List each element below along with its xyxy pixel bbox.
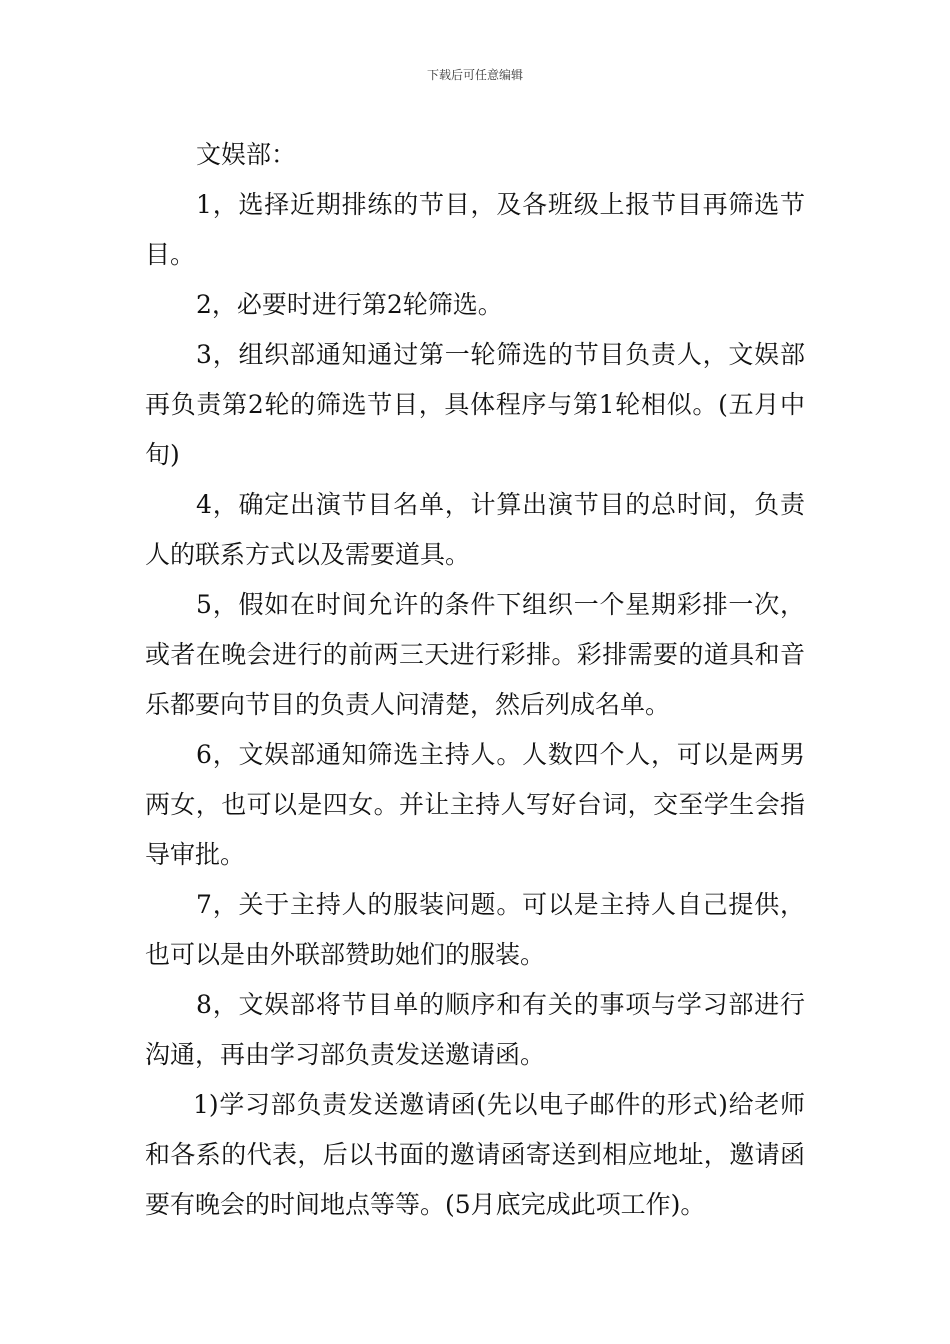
list-item-1: 1，选择近期排练的节目，及各班级上报节目再筛选节目。: [145, 190, 805, 269]
list-item-7: 7，关于主持人的服装问题。可以是主持人自己提供，也可以是由外联部赞助她们的服装。: [145, 890, 805, 969]
sub-item-1: 1)学习部负责发送邀请函(先以电子邮件的形式)给老师和各系的代表，后以书面的邀请函寄送到相应地址，邀请函要有晚会的时间地点等等。(5月底完成此项工作)。: [145, 1090, 805, 1219]
list-item-4: 4，确定出演节目名单，计算出演节目的总时间，负责人的联系方式以及需要道具。: [145, 490, 805, 569]
list-item-3: 3，组织部通知通过第一轮筛选的节目负责人，文娱部再负责第2轮的筛选节目，具体程序与第1轮相似。(五月中旬): [145, 340, 805, 469]
list-item-5: 5，假如在时间允许的条件下组织一个星期彩排一次，或者在晚会进行的前两三天进行彩排。彩排需要的道具和音乐都要向节目的负责人问清楚，然后列成名单。: [145, 590, 805, 719]
list-item-2: 2，必要时进行第2轮筛选。: [196, 290, 503, 319]
list-item-8: 8，文娱部将节目单的顺序和有关的事项与学习部进行沟通，再由学习部负责发送邀请函。: [145, 990, 805, 1069]
list-item-6: 6，文娱部通知筛选主持人。人数四个人，可以是两男两女，也可以是四女。并让主持人写好台词，交至学生会指导审批。: [145, 740, 805, 869]
document-body: [145, 130, 805, 1230]
section-heading: 文娱部：: [196, 140, 297, 169]
page-header-watermark: 下载后可任意编辑: [426, 68, 523, 82]
